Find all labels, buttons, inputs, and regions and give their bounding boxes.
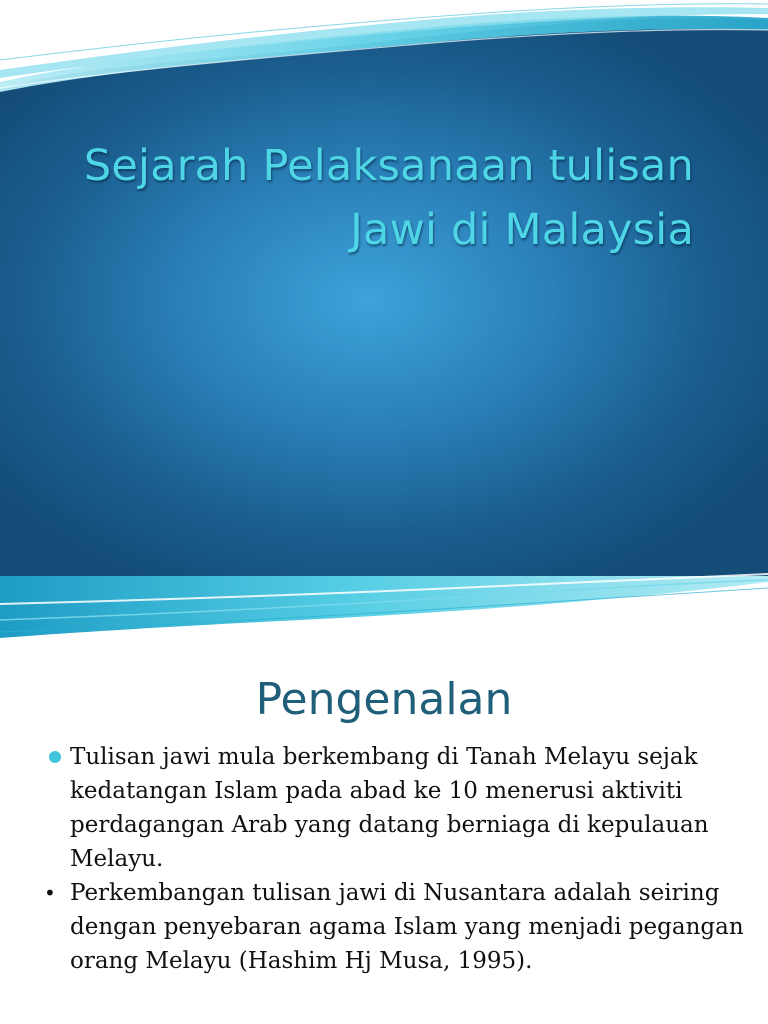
bullet-dot-icon (49, 751, 61, 763)
slide-title (54, 134, 694, 262)
title-line-1: Sejarah Pelaksanaan tulisan (83, 141, 694, 191)
bullet-item-1 (44, 740, 744, 876)
title-line-2: Jawi di Malaysia (350, 205, 694, 255)
bullet-marker: • (44, 881, 56, 905)
slide-body (44, 740, 744, 978)
top-wave-decoration (0, 0, 768, 95)
bottom-wave-decoration (0, 560, 768, 640)
bullet-text-1: Tulisan jawi mula berkembang di Tanah Melayu sejak kedatangan Islam pada abad ke 10 menerusi aktiviti perdagangan Arab yang datang berniaga di kepulauan Melayu. (70, 744, 709, 872)
slide-heading: Pengenalan (255, 674, 513, 725)
content-slide (0, 640, 768, 1024)
bullet-text-2: Perkembangan tulisan jawi di Nusantara adalah seiring dengan penyebaran agama Islam yang menjadi pegangan orang Melayu (Hashim Hj Musa, 1995). (70, 880, 744, 974)
bullet-item-2 (44, 876, 744, 978)
